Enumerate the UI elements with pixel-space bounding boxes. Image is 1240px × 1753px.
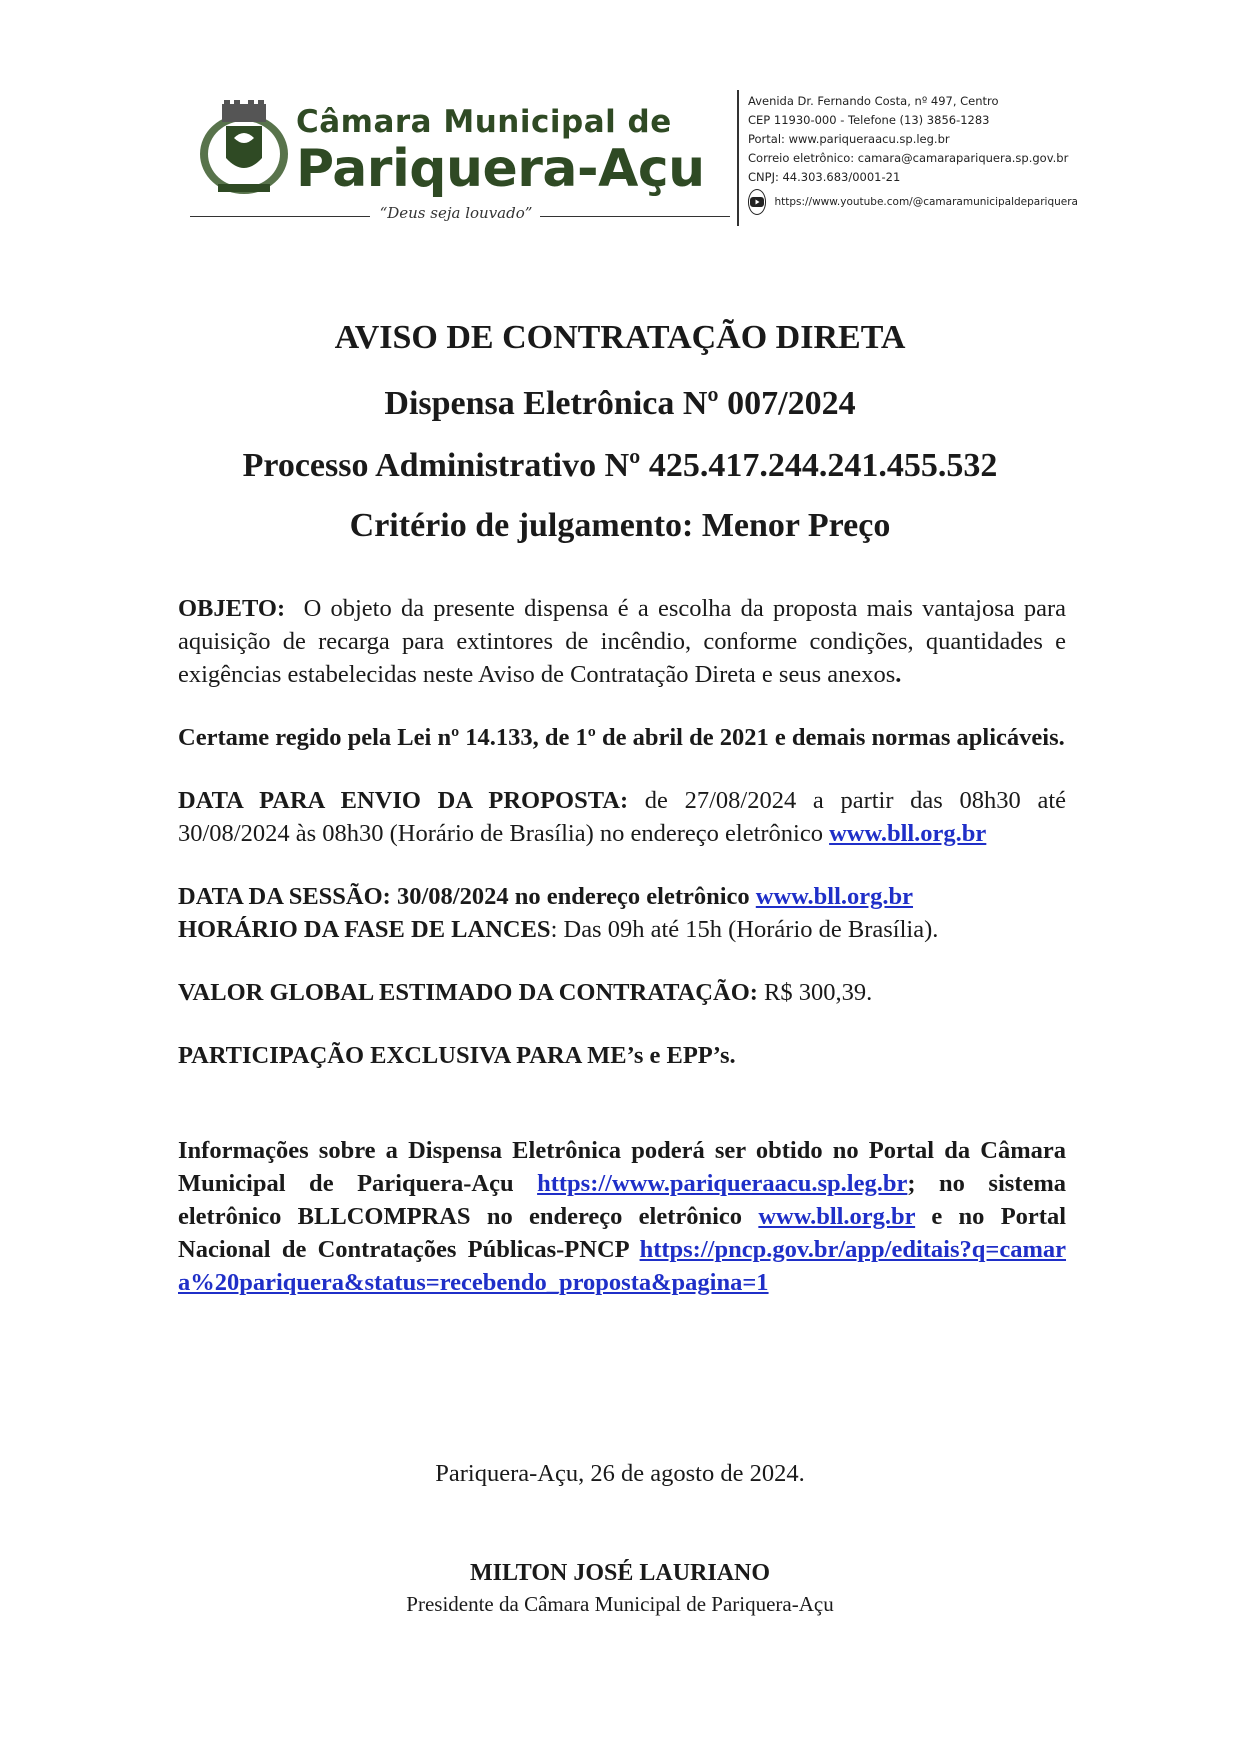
camara-portal-link[interactable]: https://www.pariqueraacu.sp.leg.br bbox=[537, 1170, 908, 1197]
motto: “Deus seja louvado” bbox=[379, 204, 533, 222]
process-number: Processo Administrativo Nº 425.417.244.241.455.532 bbox=[242, 447, 998, 484]
divider-left bbox=[190, 216, 370, 217]
document-titles bbox=[150, 316, 1090, 548]
proposta-link[interactable]: www.bll.org.br bbox=[829, 820, 987, 847]
sessao-label: DATA DA SESSÃO: 30/08/2024 no endereço eletrônico bbox=[178, 883, 750, 910]
lances-label: HORÁRIO DA FASE DE LANCES bbox=[178, 916, 551, 943]
organization-name bbox=[296, 104, 716, 198]
org-name-line2: Pariquera-Açu bbox=[296, 139, 705, 199]
objeto-text: O objeto da presente dispensa é a escolha da proposta mais vantajosa para aquisição de recarga para extintores de incêndio, conforme condições, quantidades e exigências estabelecidas neste Aviso de Contratação Direta e seus anexos bbox=[178, 595, 1066, 688]
youtube-icon bbox=[748, 189, 766, 215]
vertical-divider bbox=[737, 90, 739, 226]
proposta-text: de 27/08/2024 a partir das 08h30 até 30/08/2024 às 08h30 (Horário de Brasília) no endereço eletrônico bbox=[178, 787, 1066, 847]
informacoes-paragraph bbox=[178, 1134, 1066, 1299]
youtube-url[interactable]: https://www.youtube.com/@camaramunicipaldepariquera bbox=[774, 196, 1078, 208]
certame-paragraph: Certame regido pela Lei nº 14.133, de 1º de abril de 2021 e demais normas aplicáveis. bbox=[178, 724, 1065, 751]
coat-of-arms-icon bbox=[196, 98, 292, 198]
contact-email: Correio eletrônico: camara@camarapariquera.sp.gov.br bbox=[748, 151, 1069, 165]
valor-label: VALOR GLOBAL ESTIMADO DA CONTRATAÇÃO: bbox=[178, 979, 758, 1006]
contact-info bbox=[748, 92, 1078, 187]
signer-role: Presidente da Câmara Municipal de Pariquera-Açu bbox=[406, 1592, 834, 1616]
objeto-label: OBJETO: bbox=[178, 595, 286, 622]
informacoes-text3: e no Portal Nacional de Contratações Públicas-PNCP bbox=[178, 1203, 1067, 1263]
informacoes-text1: Informações sobre a Dispensa Eletrônica poderá ser obtido no Portal da Câmara Municipal de Pariquera-Açu bbox=[178, 1137, 1066, 1197]
bll-link[interactable]: www.bll.org.br bbox=[758, 1203, 916, 1230]
dispensa-number: Dispensa Eletrônica Nº 007/2024 bbox=[384, 385, 856, 422]
signer-name: MILTON JOSÉ LAURIANO bbox=[469, 1560, 771, 1586]
pncp-link[interactable]: https://pncp.gov.br/app/editais?q=camara%20pariquera&status=recebendo_proposta&pagina=1 bbox=[178, 1236, 1067, 1296]
contact-cnpj: CNPJ: 44.303.683/0001-21 bbox=[748, 170, 901, 184]
date-line: Pariquera-Açu, 26 de agosto de 2024. bbox=[435, 1460, 805, 1487]
document-body bbox=[178, 592, 1066, 1299]
objeto-paragraph bbox=[178, 592, 1066, 691]
org-name-line1: Câmara Municipal de bbox=[296, 104, 672, 140]
contact-address: Avenida Dr. Fernando Costa, nº 497, Centro bbox=[748, 94, 999, 108]
youtube-link-row[interactable] bbox=[748, 188, 1078, 216]
document-title: AVISO DE CONTRATAÇÃO DIRETA bbox=[334, 319, 906, 356]
judgment-criterion: Critério de julgamento: Menor Preço bbox=[349, 507, 891, 544]
divider-right bbox=[540, 216, 730, 217]
letterhead bbox=[0, 0, 1240, 240]
sessao-link[interactable]: www.bll.org.br bbox=[755, 883, 914, 910]
lances-text: : Das 09h até 15h (Horário de Brasília). bbox=[550, 916, 939, 943]
proposta-label: DATA PARA ENVIO DA PROPOSTA: bbox=[178, 787, 629, 814]
contact-cep-phone: CEP 11930-000 - Telefone (13) 3856-1283 bbox=[748, 113, 990, 127]
contact-portal: Portal: www.pariqueraacu.sp.leg.br bbox=[748, 132, 950, 146]
valor-paragraph bbox=[178, 976, 1066, 1009]
valor-text: R$ 300,39. bbox=[764, 979, 873, 1006]
participacao-paragraph: PARTICIPAÇÃO EXCLUSIVA PARA ME’s e EPP’s. bbox=[178, 1042, 736, 1069]
informacoes-text2: ; no sistema eletrônico BLLCOMPRAS no endereço eletrônico bbox=[178, 1170, 1066, 1230]
objeto-end: . bbox=[895, 661, 902, 688]
sessao-paragraph bbox=[178, 880, 1066, 946]
proposta-paragraph bbox=[178, 784, 1066, 850]
